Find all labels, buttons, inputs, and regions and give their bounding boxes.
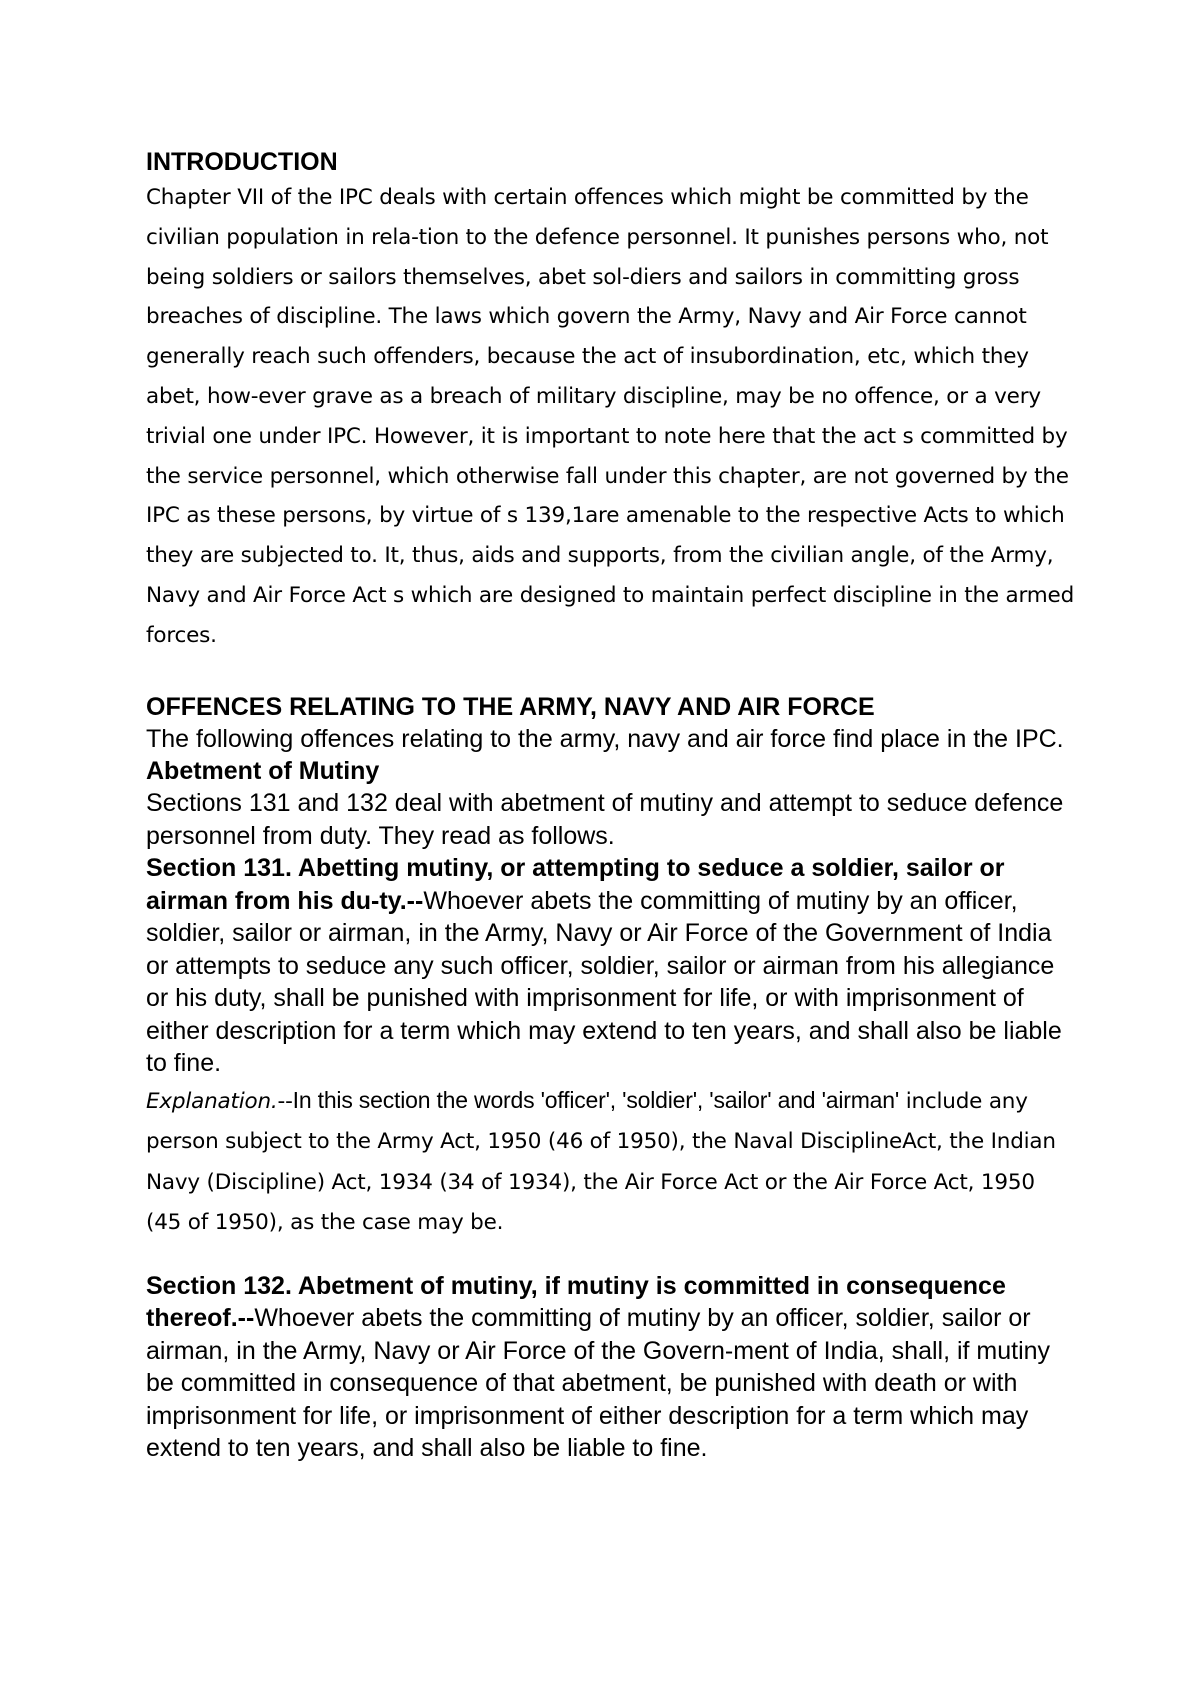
section-131-paragraph — [146, 852, 1076, 1080]
explanation-label: Explanation. — [146, 1088, 278, 1114]
section-131-body: Whoever abets the committing of mutiny by an officer, soldier, sailor or airman, in the Army, Navy or Air Force of the Government of India or attempts to seduce any such officer, soldier, sailor or airman from his allegiance or his duty, shall be punished with imprisonment for life, or with imprisonment of either description for a term which may extend to ten years, and shall also be liable to fine. — [146, 886, 1062, 1078]
explanation-lead: In this section the words 'officer', 'soldier', 'sailor' and 'airman' — [292, 1086, 900, 1113]
introduction-heading: INTRODUCTION — [146, 148, 338, 176]
explanation-dash: -- — [277, 1088, 293, 1114]
abetment-of-mutiny-heading: Abetment of Mutiny — [146, 757, 380, 786]
section-131-title: Section 131. Abetting mutiny, or attempting to seduce a soldier, sailor or airman from his du-ty.-- — [146, 854, 1005, 915]
section-131-explanation — [146, 1080, 1076, 1244]
section-132-title: Section 132. Abetment of mutiny, if mutiny is committed in consequence thereof.-- — [146, 1271, 1006, 1333]
offences-heading: OFFENCES RELATING TO THE ARMY, NAVY AND AIR FORCE — [146, 692, 875, 721]
offences-paragraph: The following offences relating to the army, navy and air force find place in the IPC. — [146, 724, 1064, 753]
section-132-paragraph — [146, 1270, 1076, 1465]
document-page — [146, 146, 1076, 1465]
section-132-body: Whoever abets the committing of mutiny by an officer, soldier, sailor or airman, in the Army, Navy or Air Force of the Govern-ment of India, shall, if mutiny be committed in consequence of that abetment, be punished with death or with imprisonment for life, or imprisonment of either description for a term which may extend to ten years, and shall also be liable to fine. — [146, 1304, 1051, 1463]
explanation-body: include any person subject to the Army Act, 1950 (46 of 1950), the Naval DisciplineAct, the Indian Navy (Discipline) Act, 1934 (34 of 1934), the Air Force Act or the Air Force Act, 1950 (45 of 1950), as the case may be. — [146, 1088, 1056, 1236]
abetment-paragraph: Sections 131 and 132 deal with abetment of mutiny and attempt to seduce defence personnel from duty. They read as follows. — [146, 789, 1064, 850]
introduction-paragraph: Chapter VII of the IPC deals with certain offences which might be committed by the civilian population in rela-tion to the defence personnel. It punishes persons who, not being soldiers or sailors themselves, abet sol-diers and sailors in committing gross breaches of discipline. The laws which govern the Army, Navy and Air Force cannot generally reach such offenders, because the act of insubordination, etc, which they abet, how-ever grave as a breach of military discipline, may be no offence, or a very trivial one under IPC. However, it is important to note here that the act s committed by the service personnel, which otherwise fall under this chapter, are not governed by the IPC as these persons, by virtue of s 139,1are amenable to the respective Acts to which they are subjected to. It, thus, aids and supports, from the civilian angle, of the Army, Navy and Air Force Act s which are designed to maintain perfect discipline in the armed forces. — [146, 185, 1075, 648]
